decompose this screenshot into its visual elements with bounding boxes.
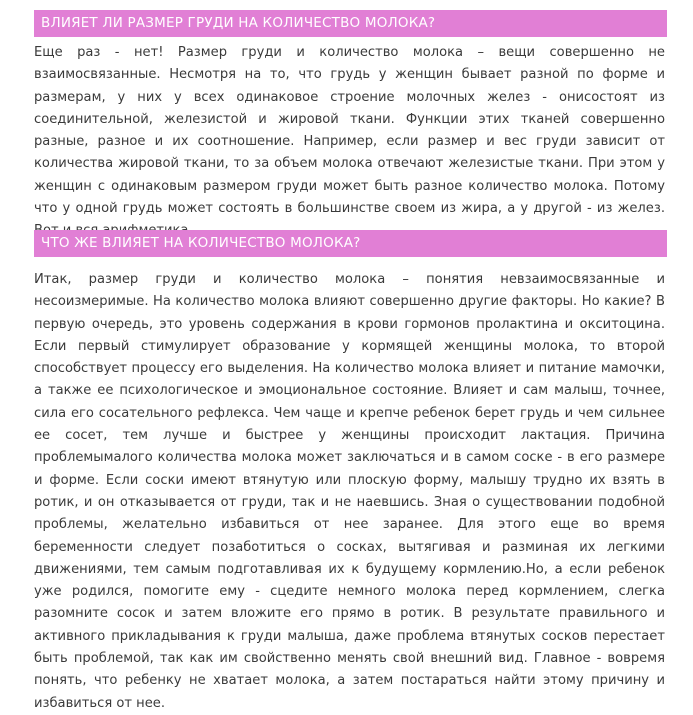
section-heading-breast-size: ВЛИЯЕТ ЛИ РАЗМЕР ГРУДИ НА КОЛИЧЕСТВО МОЛОКА? [34, 10, 667, 37]
section-paragraph-milk-factors: Итак, размер груди и количество молока – понятия невзаимосвязанные и несоизмеримые. На количество молока влияют совершенно другие факторы. Но какие? В первую очередь, это уровень содержания в крови гормонов пролактина и окситоцина. Если первый стимулирует образование у кормящей женщины молока, то второй способствует процессу его выделения. На количество молока влияет и питание мамочки, а также ее психологическое и эмоциональное состояние. Влияет и сам малыш, точнее, сила его сосательного рефлекса. Чем чаще и крепче ребенок берет грудь и чем сильнее ее сосет, тем лучше и быстрее у женщины происходит лактация. Причина проблемымалого количества молока может заключаться и в самом соске - в его размере и форме. Если соски имеют втянутую или плоскую форму, малышу трудно их взять в ротик, и он отказывается от груди, так и не наевшись. Зная о существовании подобной проблемы, желательно избавиться от нее заранее. Для этого еще во время беременности следует позаботиться о сосках, вытягивая и разминая их легкими движениями, тем самым подготавливая их к будущему кормлению.Но, а если ребенок уже родился, помогите ему - сцедите немного молока перед кормлением, слегка разомните сосок и затем вложите его прямо в ротик. В результате правильного и активного прикладывания к груди малыша, даже проблема втянутых сосков перестает быть проблемой, так как им свойственно менять свой внешний вид. Главное - вовремя понять, что ребенку не хватает молока, а затем постараться найти этому причину и избавиться от нее. [34, 272, 665, 711]
section-heading-milk-factors: ЧТО ЖЕ ВЛИЯЕТ НА КОЛИЧЕСТВО МОЛОКА? [34, 230, 667, 257]
section-paragraph-breast-size: Еще раз - нет! Размер груди и количество молока – вещи совершенно не взаимосвязанные. Несмотря на то, что грудь у женщин бывает разной по форме и размерам, у них у всех одинаковое строение молочных желез - онисостоят из соединительной, железистой и жировой ткани. Функции этих тканей совершенно разные, разное и их соотношение. Например, если размер и вес груди зависит от количества жировой ткани, то за объем молока отвечают железистые ткани. При этом у женщин с одинаковым размером груди может быть разное количество молока. Потому что у одной грудь может состоять в большинстве своем из жира, а у другой - из желез. [34, 45, 665, 217]
